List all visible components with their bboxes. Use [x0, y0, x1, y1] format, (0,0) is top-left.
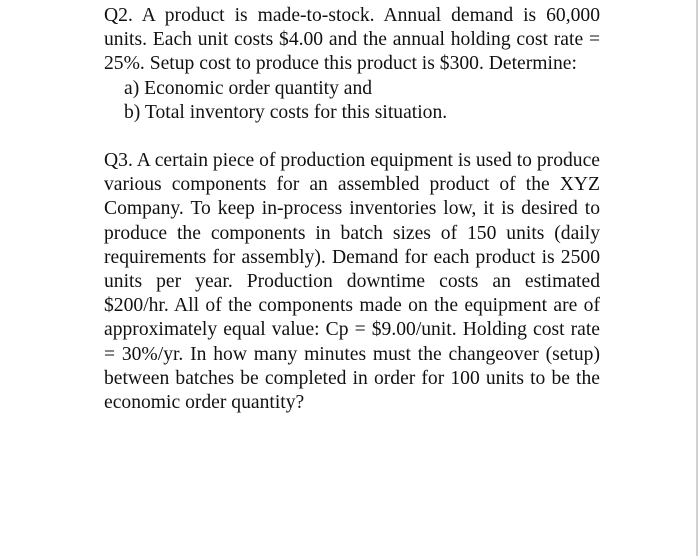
q3-text: Q3. A certain piece of production equipment is used to produce various components for an assembled product of the XYZ Company. To keep in-process inventories low, it is desired to produce the components in batch sizes of 150 units (daily requirements for assembly). Demand for each product is 2500 units per year. Production downtime costs an estimated $200/hr. All of the components made on the equipment are of approximately equal value: Cp = $9.00/unit. Holding cost rate = 30%/yr. In how many minutes must the changeover (setup) between batches be completed in order for 100 units to be the economic order quantity?: [104, 150, 600, 414]
question-q2: [104, 4, 600, 125]
question-q3: [104, 149, 600, 415]
q2-item-a: a) Economic order quantity and: [124, 77, 373, 99]
q2-text: Q2. A product is made-to-stock. Annual demand is 60,000 units. Each unit costs $4.00 and the annual holding cost rate = 25%. Setup cost to produce this product is $300. Determine:: [104, 5, 600, 75]
q2-item-b: b) Total inventory costs for this situation.: [124, 101, 448, 123]
document-body: [104, 4, 600, 415]
